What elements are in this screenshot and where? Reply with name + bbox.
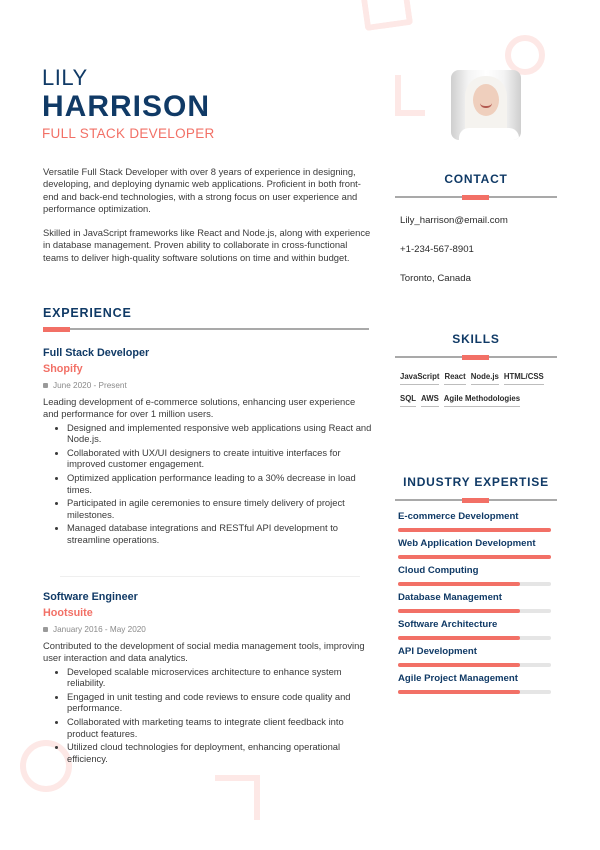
summary bbox=[43, 166, 373, 264]
summary-paragraph: Versatile Full Stack Developer with over 8 years of experience in designing, developing, and deploying dynamic web applications. Proficient in both front-end and back-end technologies, with a strong focus on user experience and performance optimization. bbox=[43, 166, 361, 214]
skills-heading: SKILLS bbox=[452, 332, 500, 346]
skill-tag: JavaScript bbox=[400, 372, 439, 385]
first-name: LILY bbox=[42, 65, 88, 90]
job-date bbox=[43, 625, 373, 634]
job-description: Leading development of e-commerce solutions, enhancing user experience and performance for over 1 million users. bbox=[43, 396, 356, 419]
job-entry bbox=[43, 347, 373, 548]
section-divider bbox=[395, 356, 557, 358]
section-divider bbox=[395, 499, 557, 501]
skill-tag: Agile Methodologies bbox=[444, 394, 520, 407]
expertise-name: Cloud Computing bbox=[398, 565, 479, 576]
resume-header bbox=[42, 66, 215, 141]
job-company: Shopify bbox=[43, 363, 83, 375]
expertise-heading: INDUSTRY EXPERTISE bbox=[403, 475, 549, 489]
expertise-name: E-commerce Development bbox=[398, 511, 519, 522]
expertise-item bbox=[398, 646, 557, 667]
job-bullet: Designed and implemented responsive web applications using React and Node.js. bbox=[55, 422, 373, 445]
job-bullet: Developed scalable microservices architecture to enhance system reliability. bbox=[55, 666, 373, 689]
job-bullet: Managed database integrations and RESTful API development to streamline operations. bbox=[55, 522, 373, 545]
summary-paragraph: Skilled in JavaScript frameworks like React and Node.js, along with experience in database management. Proven ability to collaborate in cross-functional teams to deliver high-quality software solutions on time and within budget. bbox=[43, 227, 371, 263]
expertise-list bbox=[398, 511, 557, 694]
contact-section bbox=[395, 172, 557, 284]
skill-tag: React bbox=[444, 372, 465, 385]
section-divider bbox=[43, 328, 369, 330]
expertise-item bbox=[398, 619, 557, 640]
skills-section bbox=[395, 332, 557, 416]
decorative-circle bbox=[505, 35, 545, 75]
decorative-shape bbox=[395, 75, 401, 115]
decorative-shape bbox=[359, 0, 413, 31]
job-bullet: Collaborated with UX/UI designers to create intuitive interfaces for improved customer engagement. bbox=[55, 447, 373, 470]
job-bullet: Utilized cloud technologies for deployment, enhancing operational efficiency. bbox=[55, 741, 373, 764]
expertise-item bbox=[398, 511, 557, 532]
expertise-item bbox=[398, 592, 557, 613]
job-bullet: Collaborated with marketing teams to integrate client feedback into product features. bbox=[55, 716, 373, 739]
job-company: Hootsuite bbox=[43, 607, 93, 619]
job-bullets bbox=[43, 666, 373, 765]
skill-tag: AWS bbox=[421, 394, 439, 407]
job-bullet: Engaged in unit testing and code reviews to ensure code quality and performance. bbox=[55, 691, 373, 714]
expertise-section bbox=[395, 475, 557, 700]
expertise-name: Database Management bbox=[398, 592, 502, 603]
expertise-name: Agile Project Management bbox=[398, 673, 518, 684]
expertise-item bbox=[398, 673, 557, 694]
skill-tag: SQL bbox=[400, 394, 416, 407]
contact-location: Toronto, Canada bbox=[400, 273, 471, 284]
expertise-name: Web Application Development bbox=[398, 538, 536, 549]
job-date-text: January 2016 - May 2020 bbox=[53, 625, 146, 634]
job-role: Software Engineer bbox=[43, 591, 138, 603]
job-bullets bbox=[43, 422, 373, 546]
profile-photo bbox=[451, 70, 521, 140]
section-divider bbox=[395, 196, 557, 198]
job-bullet: Participated in agile ceremonies to ensure timely delivery of project milestones. bbox=[55, 497, 373, 520]
job-bullet: Optimized application performance leading to a 30% decrease in load times. bbox=[55, 472, 373, 495]
calendar-icon bbox=[43, 627, 48, 632]
job-entry bbox=[43, 591, 373, 766]
expertise-bar bbox=[398, 690, 551, 694]
skill-tag: Node.js bbox=[471, 372, 499, 385]
expertise-bar bbox=[398, 609, 551, 613]
last-name: HARRISON bbox=[42, 90, 211, 123]
job-role: Full Stack Developer bbox=[43, 347, 150, 359]
job-date-text: June 2020 - Present bbox=[53, 381, 127, 390]
job-divider bbox=[60, 576, 360, 577]
skill-tag: HTML/CSS bbox=[504, 372, 544, 385]
expertise-bar bbox=[398, 555, 551, 559]
experience-heading: EXPERIENCE bbox=[43, 306, 132, 320]
expertise-name: API Development bbox=[398, 646, 477, 657]
expertise-bar bbox=[398, 636, 551, 640]
contact-phone[interactable]: +1-234-567-8901 bbox=[400, 244, 474, 255]
decorative-shape bbox=[395, 110, 425, 116]
contact-email[interactable]: Lily_harrison@email.com bbox=[400, 215, 508, 226]
expertise-bar bbox=[398, 663, 551, 667]
job-title: FULL STACK DEVELOPER bbox=[42, 126, 215, 141]
expertise-item bbox=[398, 538, 557, 559]
job-description: Contributed to the development of social media management tools, improving user interaction and data analytics. bbox=[43, 640, 365, 663]
decorative-shape bbox=[215, 775, 260, 820]
contact-heading: CONTACT bbox=[444, 172, 508, 186]
expertise-name: Software Architecture bbox=[398, 619, 498, 630]
expertise-bar bbox=[398, 582, 551, 586]
job-date bbox=[43, 381, 373, 390]
expertise-bar bbox=[398, 528, 551, 532]
calendar-icon bbox=[43, 383, 48, 388]
skills-list bbox=[400, 372, 550, 416]
expertise-item bbox=[398, 565, 557, 586]
